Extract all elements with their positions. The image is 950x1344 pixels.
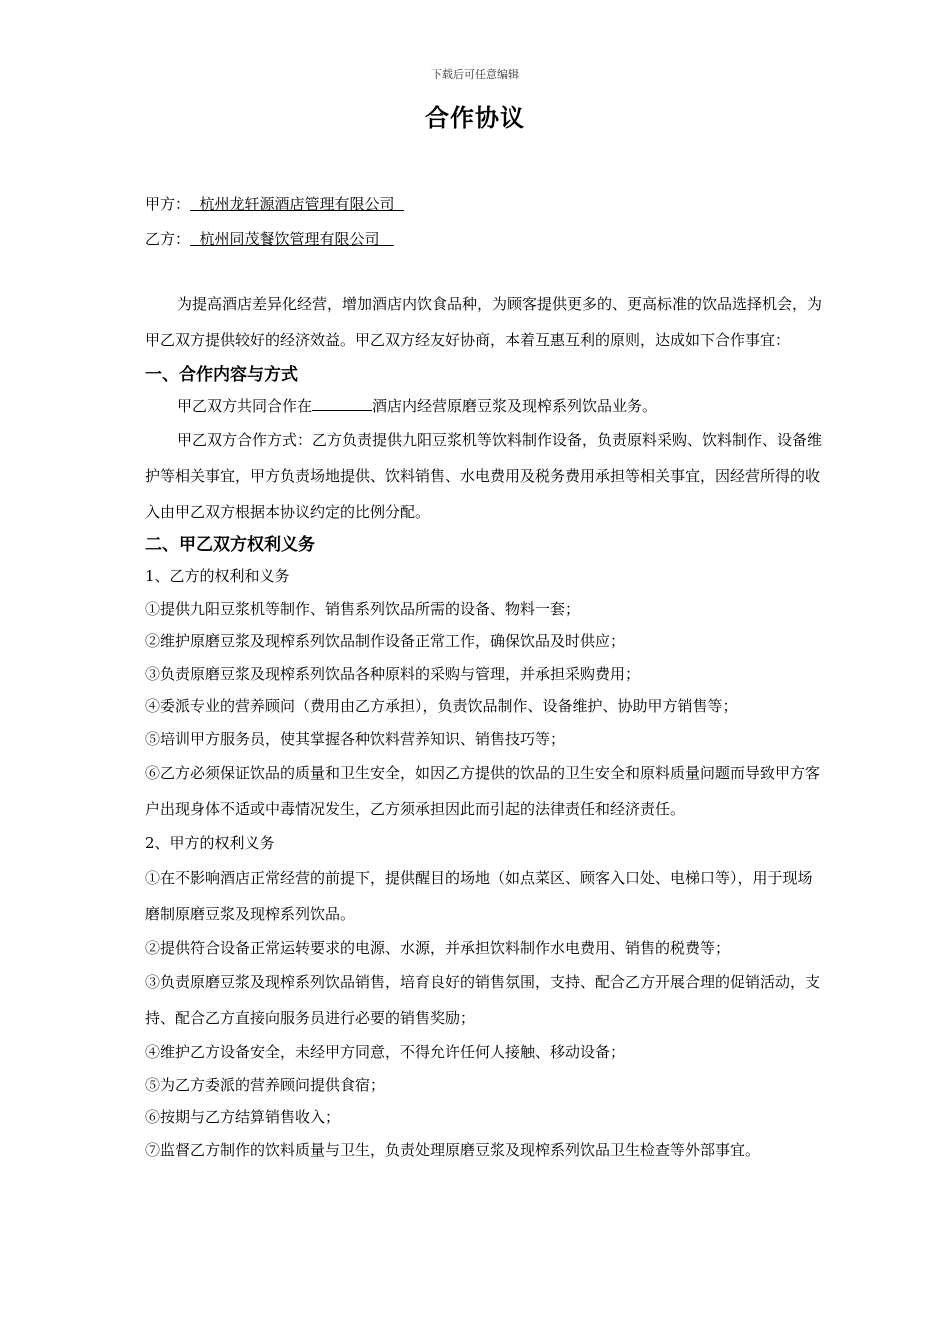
party-a-name: 杭州龙轩源酒店管理有限公司 — [190, 195, 405, 213]
b-item-2: ②维护原磨豆浆及现榨系列饮品制作设备正常工作，确保饮品及时供应； — [145, 632, 626, 650]
a-item-7: ⑦监督乙方制作的饮料质量与卫生，负责处理原磨豆浆及现榨系列饮品卫生检查等外部事宜。 — [145, 1140, 761, 1159]
b-item-1: ①提供九阳豆浆机等制作、销售系列饮品所需的设备、物料一套； — [145, 599, 581, 618]
intro-paragraph: 为提高酒店差异化经营，增加酒店内饮食品种，为顾客提供更多的、更高标准的饮品选择机会，为甲乙双方提供较好的经济效益。甲乙双方经友好协商，本着互惠互利的原则，达成如下合作事宜： — [145, 295, 823, 349]
a-item-4: ④维护乙方设备安全，未经甲方同意，不得允许任何人接触、移动设备； — [145, 1043, 626, 1061]
section-2-heading: 二、甲乙双方权利义务 — [145, 535, 315, 555]
edit-note: 下载后可任意编辑 — [431, 68, 519, 81]
a-item-2: ②提供符合设备正常运转要求的电源、水源，并承担饮料制作水电费用、销售的税费等； — [145, 938, 731, 957]
blank-field — [312, 396, 372, 411]
party-b — [145, 228, 394, 249]
para-1-text-b: 酒店内经营原磨豆浆及现榨系列饮品业务。 — [372, 397, 658, 415]
party-b-name: 杭州同茂餐饮管理有限公司 — [190, 230, 394, 248]
party-a-label: 甲方： — [145, 195, 191, 213]
section-1-heading: 一、合作内容与方式 — [145, 365, 298, 385]
page-title: 合作协议 — [425, 103, 525, 132]
b-item-5: ⑤培训甲方服务员，使其掌握各种饮料营养知识、销售技巧等； — [145, 729, 566, 748]
section-1-para-1 — [145, 390, 825, 422]
a-item-6: ⑥按期与乙方结算销售收入； — [145, 1108, 341, 1126]
b-item-3: ③负责原磨豆浆及现榨系列饮品各种原料的采购与管理，并承担采购费用； — [145, 664, 641, 683]
a-item-3: ③负责原磨豆浆及现榨系列饮品销售，培育良好的销售氛围，支持、配合乙方开展合理的促销活动，支持、配合乙方直接向服务员进行必要的销售奖励； — [145, 973, 821, 1027]
a-item-1: ①在不影响酒店正常经营的前提下，提供醒目的场地（如点菜区、顾客入口处、电梯口等），用于现场磨制原磨豆浆及现榨系列饮品。 — [145, 868, 813, 923]
b-item-4: ④委派专业的营养顾问（费用由乙方承担），负责饮品制作、设备维护、协助甲方销售等； — [145, 697, 738, 715]
party-a-duties-heading: 2、甲方的权利义务 — [145, 834, 275, 852]
a-item-5: ⑤为乙方委派的营养顾问提供食宿； — [145, 1075, 386, 1094]
party-a — [145, 193, 404, 214]
b-item-6: ⑥乙方必须保证饮品的质量和卫生安全，如因乙方提供的饮品的卫生安全和原料质量问题而导致甲方客户出现身体不适或中毒情况发生，乙方须承担因此而引起的法律责任和经济责任。 — [145, 764, 821, 818]
party-b-label: 乙方： — [145, 230, 191, 248]
para-1-text-a: 甲乙双方共同合作在 — [177, 397, 313, 415]
document-body — [145, 286, 825, 1166]
section-1-para-2: 甲乙双方合作方式：乙方负责提供九阳豆浆机等饮料制作设备，负责原料采购、饮料制作、设备维护等相关事宜，甲方负责场地提供、饮料销售、水电费用及税务费用承担等相关事宜，因经营所得的收入由甲乙双方根据本协议约定的比例分配。 — [145, 431, 823, 521]
party-b-duties-heading: 1、乙方的权利和义务 — [145, 567, 290, 585]
